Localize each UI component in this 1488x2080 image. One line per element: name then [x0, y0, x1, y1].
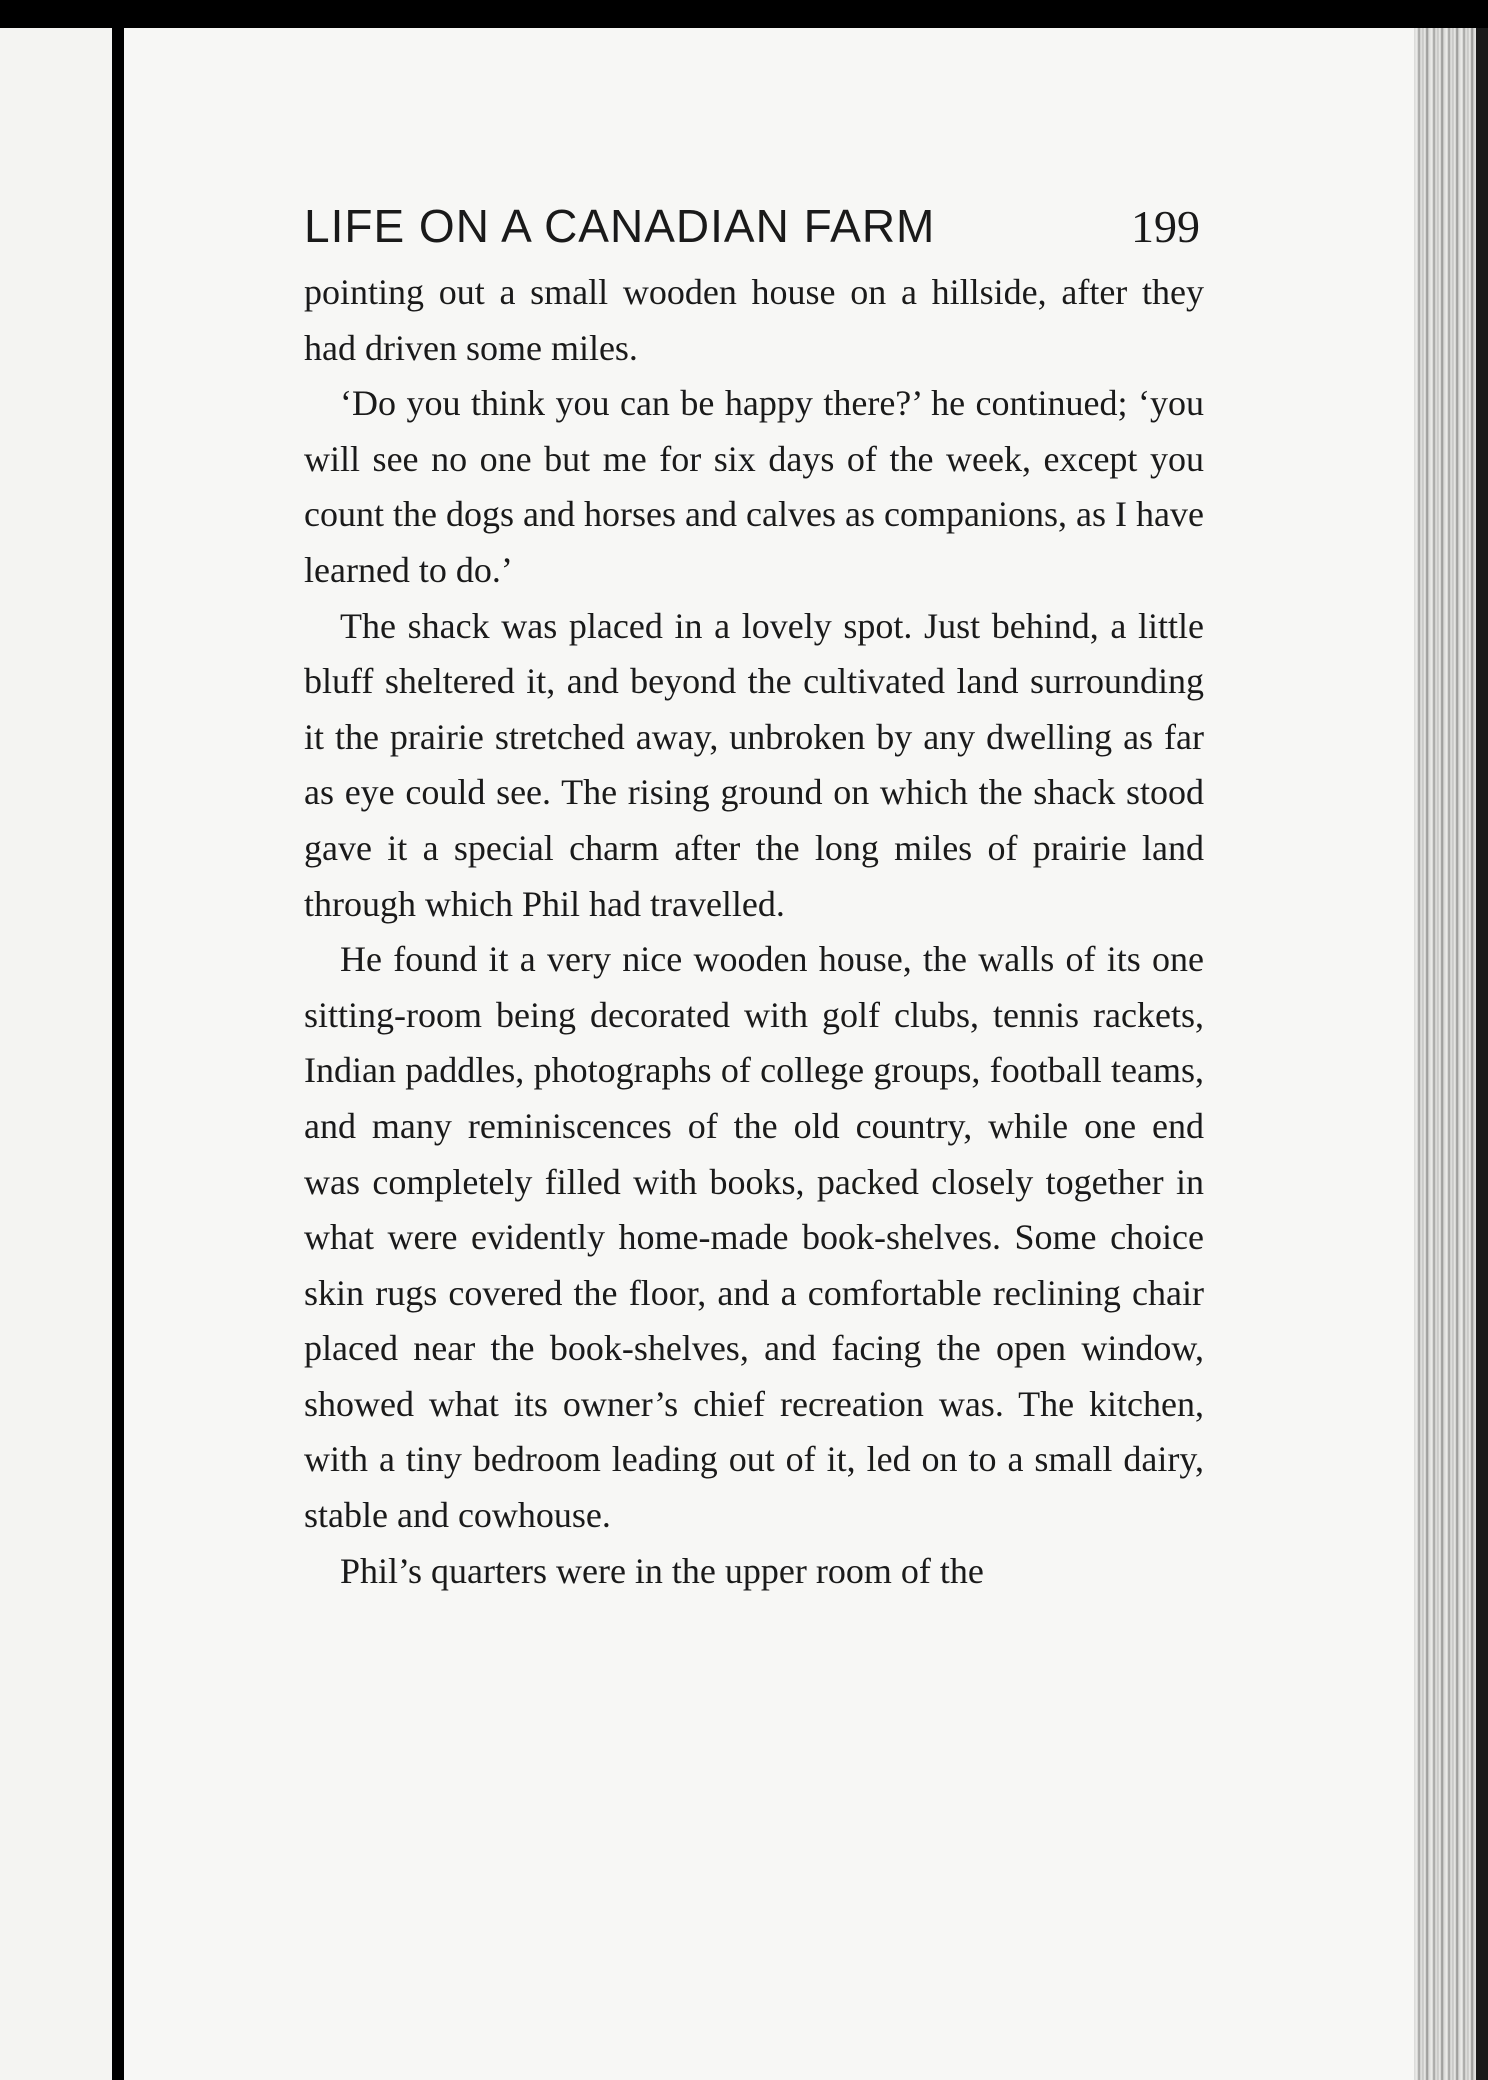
previous-page-margin — [0, 28, 112, 2080]
page-text-block — [304, 196, 1204, 1599]
paragraph-shack: The shack was placed in a lovely spot. Just behind, a little bluff sheltered it, and beyond the cultivated land surrounding it the prairie stretched away, unbroken by any dwelling as far as eye could see. The rising ground on which the shack stood gave it a special charm after the long miles of prairie land through which Phil had travelled. — [304, 605, 1204, 924]
paragraph-house: He found it a very nice wooden house, the walls of its one sitting-room being decorated with golf clubs, tennis rackets, Indian paddles, photographs of college groups, football teams, and many reminiscences of the old country, while one end was completely filled with books, packed closely together in what were evidently home-made book-shelves. Some choice skin rugs covered the floor, and a comfortable reclining chair placed near the book-shelves, and facing the open window, showed what its owner’s chief recreation was. The kitchen, with a tiny bedroom leading out of it, led on to a small dairy, stable and cowhouse. — [304, 939, 1204, 1536]
page-edges — [1414, 28, 1476, 2080]
page-number: 199 — [1131, 201, 1200, 252]
paragraph-dialogue: ‘Do you think you can be happy there?’ he continued; ‘you will see no one but me for six days of the week, except you count the dogs and horses and calves as companions, as I have learned to do.’ — [304, 383, 1204, 590]
running-head — [304, 196, 1200, 257]
scan-border — [1476, 28, 1488, 2080]
paragraph-quarters: Phil’s quarters were in the upper room of the — [340, 1550, 984, 1591]
running-head-title: LIFE ON A CANADIAN FARM — [304, 200, 936, 252]
paragraph-continuation: pointing out a small wooden house on a hillside, after they had driven some miles. — [304, 272, 1204, 368]
